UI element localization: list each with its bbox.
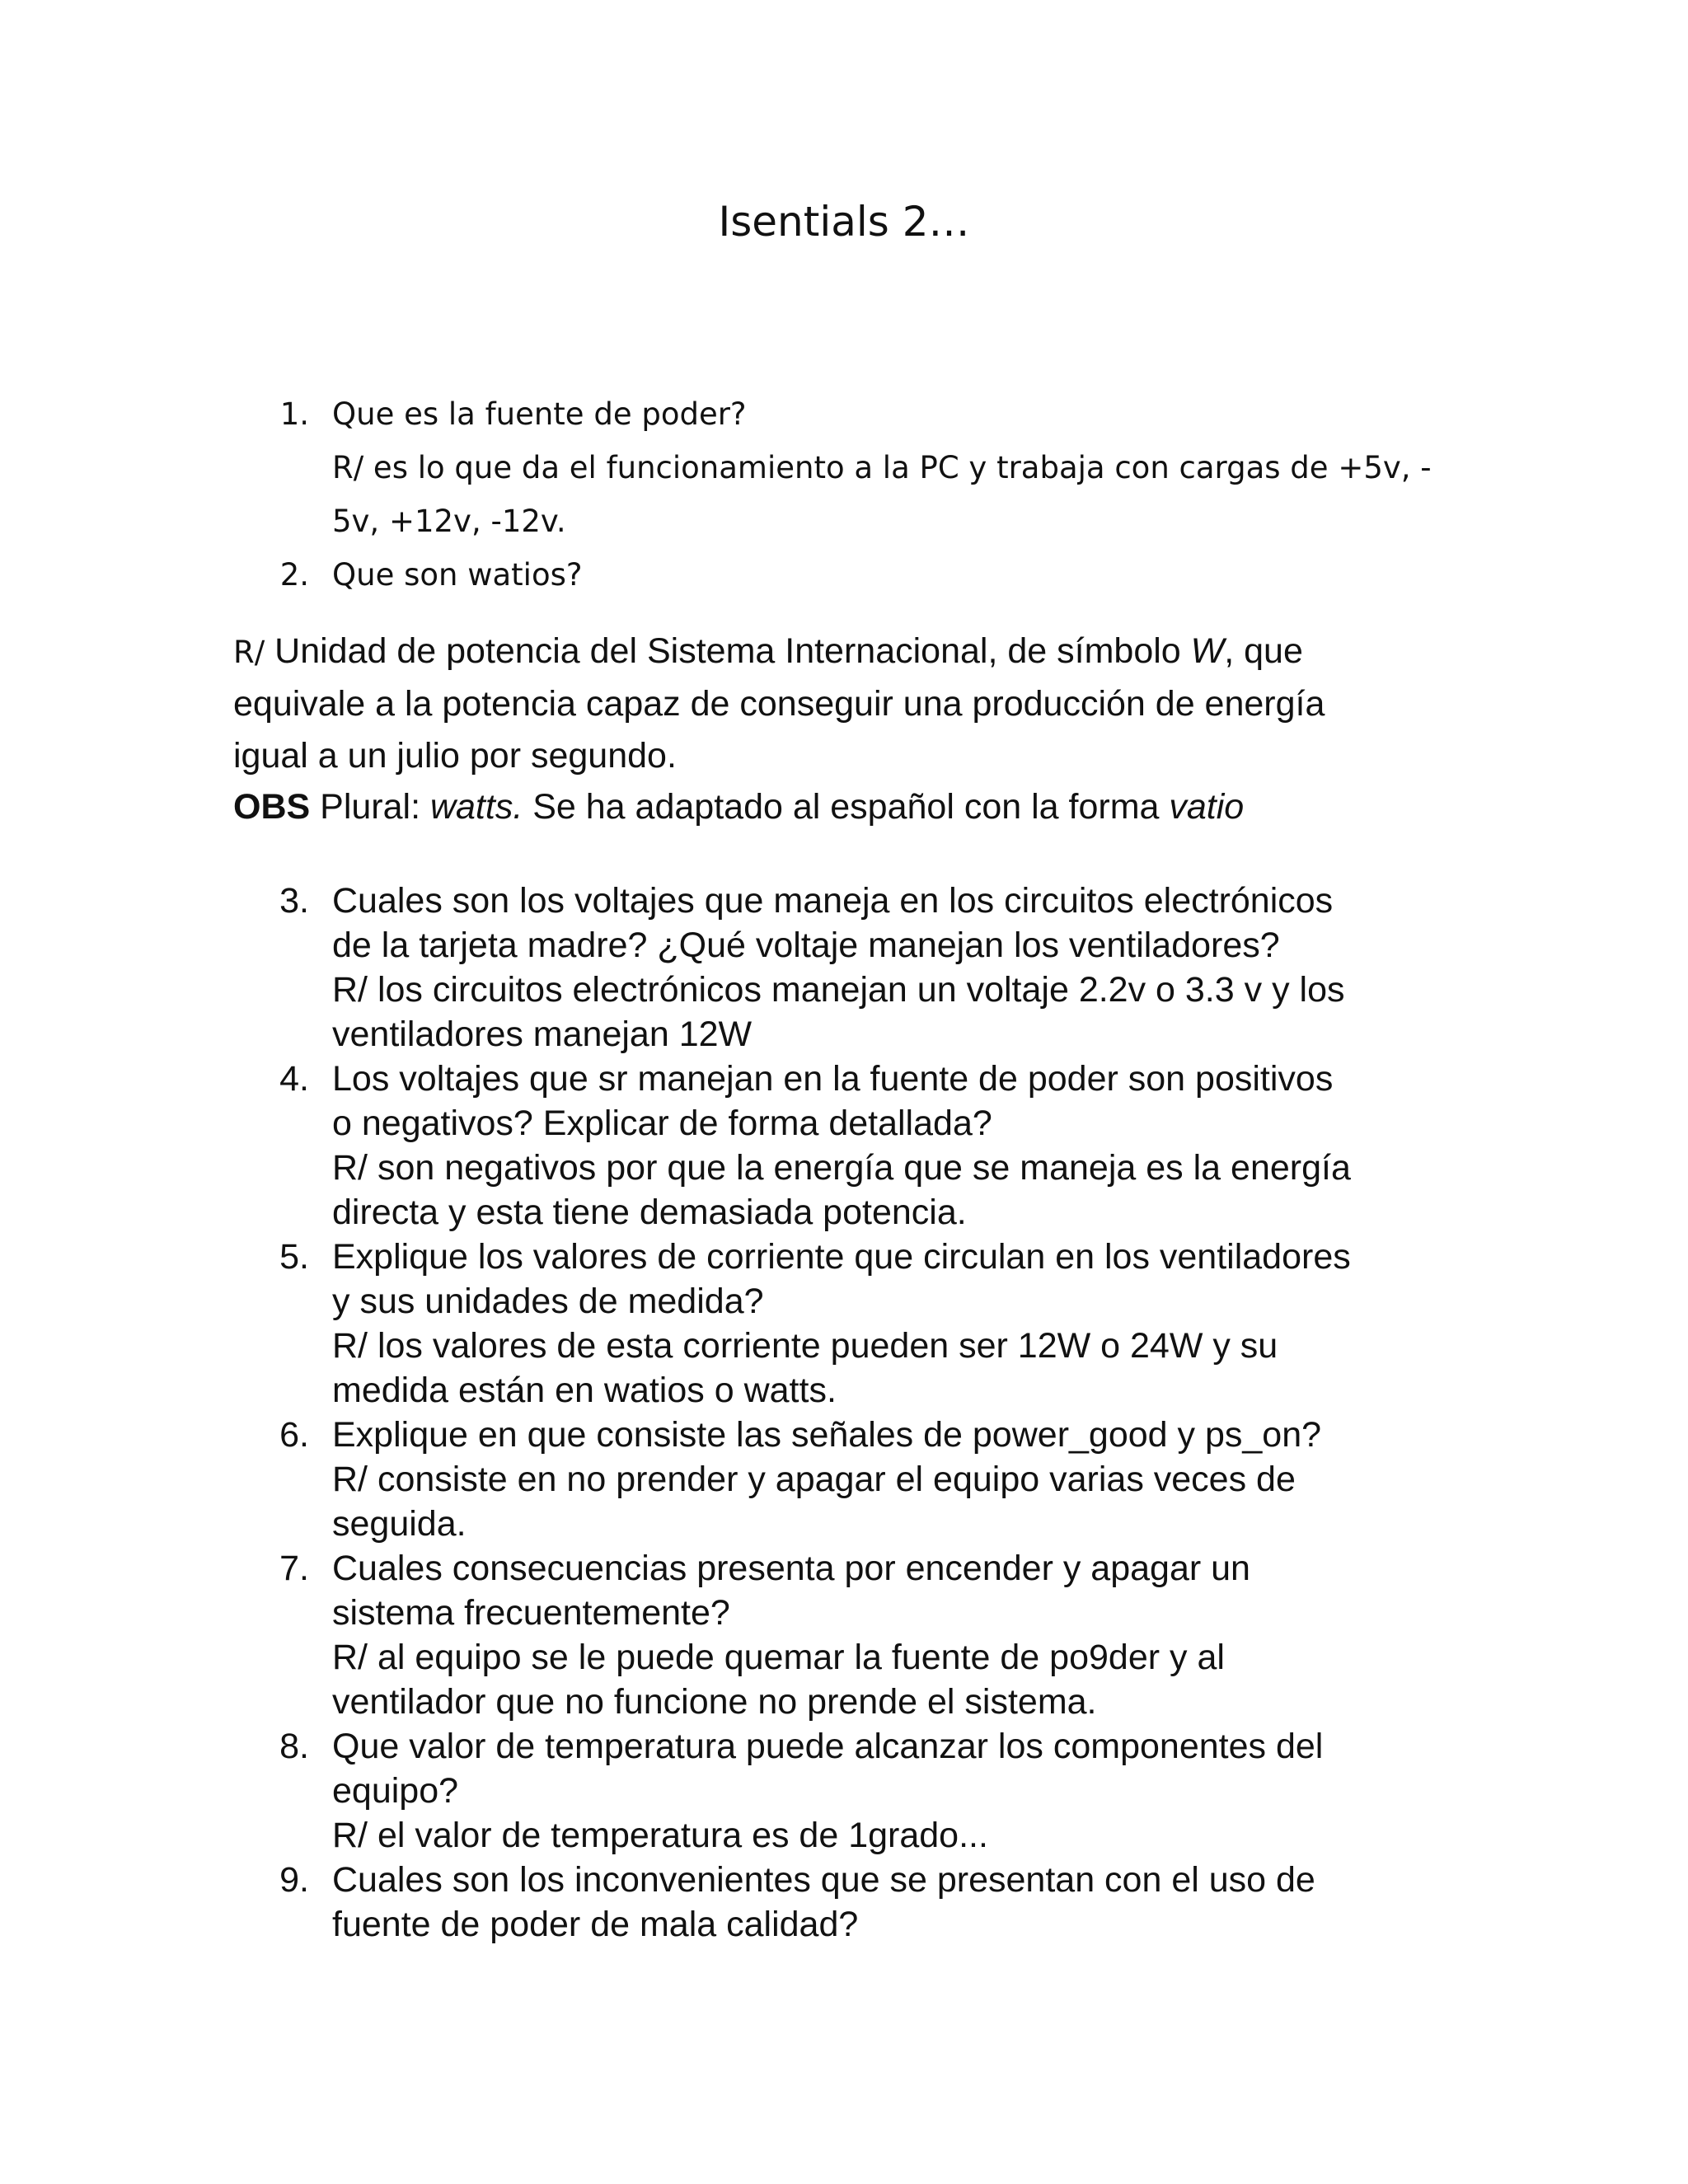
list-number: 8.: [279, 1727, 309, 1766]
question-text: Que es la fuente de poder?: [332, 396, 747, 432]
obs-line: [233, 785, 1244, 829]
list-number: 9.: [279, 1860, 309, 1900]
item-line: y sus unidades de medida?: [332, 1282, 764, 1321]
item-line: Cuales son los voltajes que maneja en los circuitos electrónicos: [332, 881, 1334, 921]
item-line: Que valor de temperatura puede alcanzar los componentes del: [332, 1727, 1324, 1766]
definition-line: igual a un julio por segundo.: [233, 736, 677, 776]
list-number: 3.: [279, 881, 309, 921]
item-line: Explique los valores de corriente que circulan en los ventiladores: [332, 1237, 1351, 1277]
item-line: seguida.: [332, 1504, 467, 1544]
item-line: R/ los valores de esta corriente pueden ser 12W o 24W y su: [332, 1326, 1278, 1366]
item-line: Explique en que consiste las señales de power_good y ps_on?: [332, 1415, 1322, 1455]
item-line: directa y esta tiene demasiada potencia.: [332, 1193, 967, 1232]
list-number: 5.: [279, 1237, 309, 1277]
item-line: Los voltajes que sr manejan en la fuente de poder son positivos: [332, 1059, 1334, 1099]
item-line: sistema frecuentemente?: [332, 1593, 730, 1633]
list-number: 2.: [279, 557, 309, 593]
answer-line: 5v, +12v, -12v.: [332, 504, 566, 539]
list-number: 6.: [279, 1415, 309, 1455]
unit-symbol: W: [1190, 631, 1225, 671]
item-line: R/ al equipo se le puede quemar la fuente de po9der y al: [332, 1638, 1225, 1677]
definition-text: , que: [1224, 631, 1303, 671]
item-line: equipo?: [332, 1771, 459, 1811]
item-line: R/ los circuitos electrónicos manejan un voltaje 2.2v o 3.3 v y los: [332, 970, 1345, 1010]
list-number: 4.: [279, 1059, 309, 1099]
obs-term: watts.: [429, 787, 523, 827]
item-line: de la tarjeta madre? ¿Qué voltaje manejan los ventiladores?: [332, 926, 1280, 965]
item-line: Cuales son los inconvenientes que se presentan con el uso de: [332, 1860, 1315, 1900]
document-title: Isentials 2…: [718, 198, 970, 246]
item-line: ventiladores manejan 12W: [332, 1015, 753, 1054]
item-line: o negativos? Explicar de forma detallada?: [332, 1104, 992, 1143]
item-line: medida están en watios o watts.: [332, 1371, 837, 1410]
item-line: ventilador que no funcione no prende el sistema.: [332, 1682, 1097, 1722]
item-line: R/ consiste en no prender y apagar el equipo varias veces de: [332, 1460, 1296, 1499]
question-text: Que son watios?: [332, 557, 583, 593]
list-number: 7.: [279, 1549, 309, 1588]
obs-term: vatio: [1169, 787, 1245, 827]
answer-line: R/ es lo que da el funcionamiento a la PC y trabaja con cargas de +5v, -: [332, 450, 1432, 485]
list-number: 1.: [279, 396, 309, 432]
item-line: R/ el valor de temperatura es de 1grado...: [332, 1816, 988, 1855]
item-line: R/ son negativos por que la energía que se maneja es la energía: [332, 1148, 1351, 1188]
obs-text: Se ha adaptado al español con la forma: [523, 787, 1170, 827]
obs-text: Plural:: [310, 787, 430, 827]
item-line: fuente de poder de mala calidad?: [332, 1905, 859, 1944]
definition-line: equivale a la potencia capaz de conseguir una producción de energía: [233, 684, 1325, 724]
answer-prefix: R/: [233, 635, 265, 670]
definition-line: [233, 629, 1303, 675]
definition-text: Unidad de potencia del Sistema Internacional, de símbolo: [265, 631, 1191, 671]
obs-label: OBS: [233, 787, 311, 827]
item-line: Cuales consecuencias presenta por encender y apagar un: [332, 1549, 1250, 1588]
